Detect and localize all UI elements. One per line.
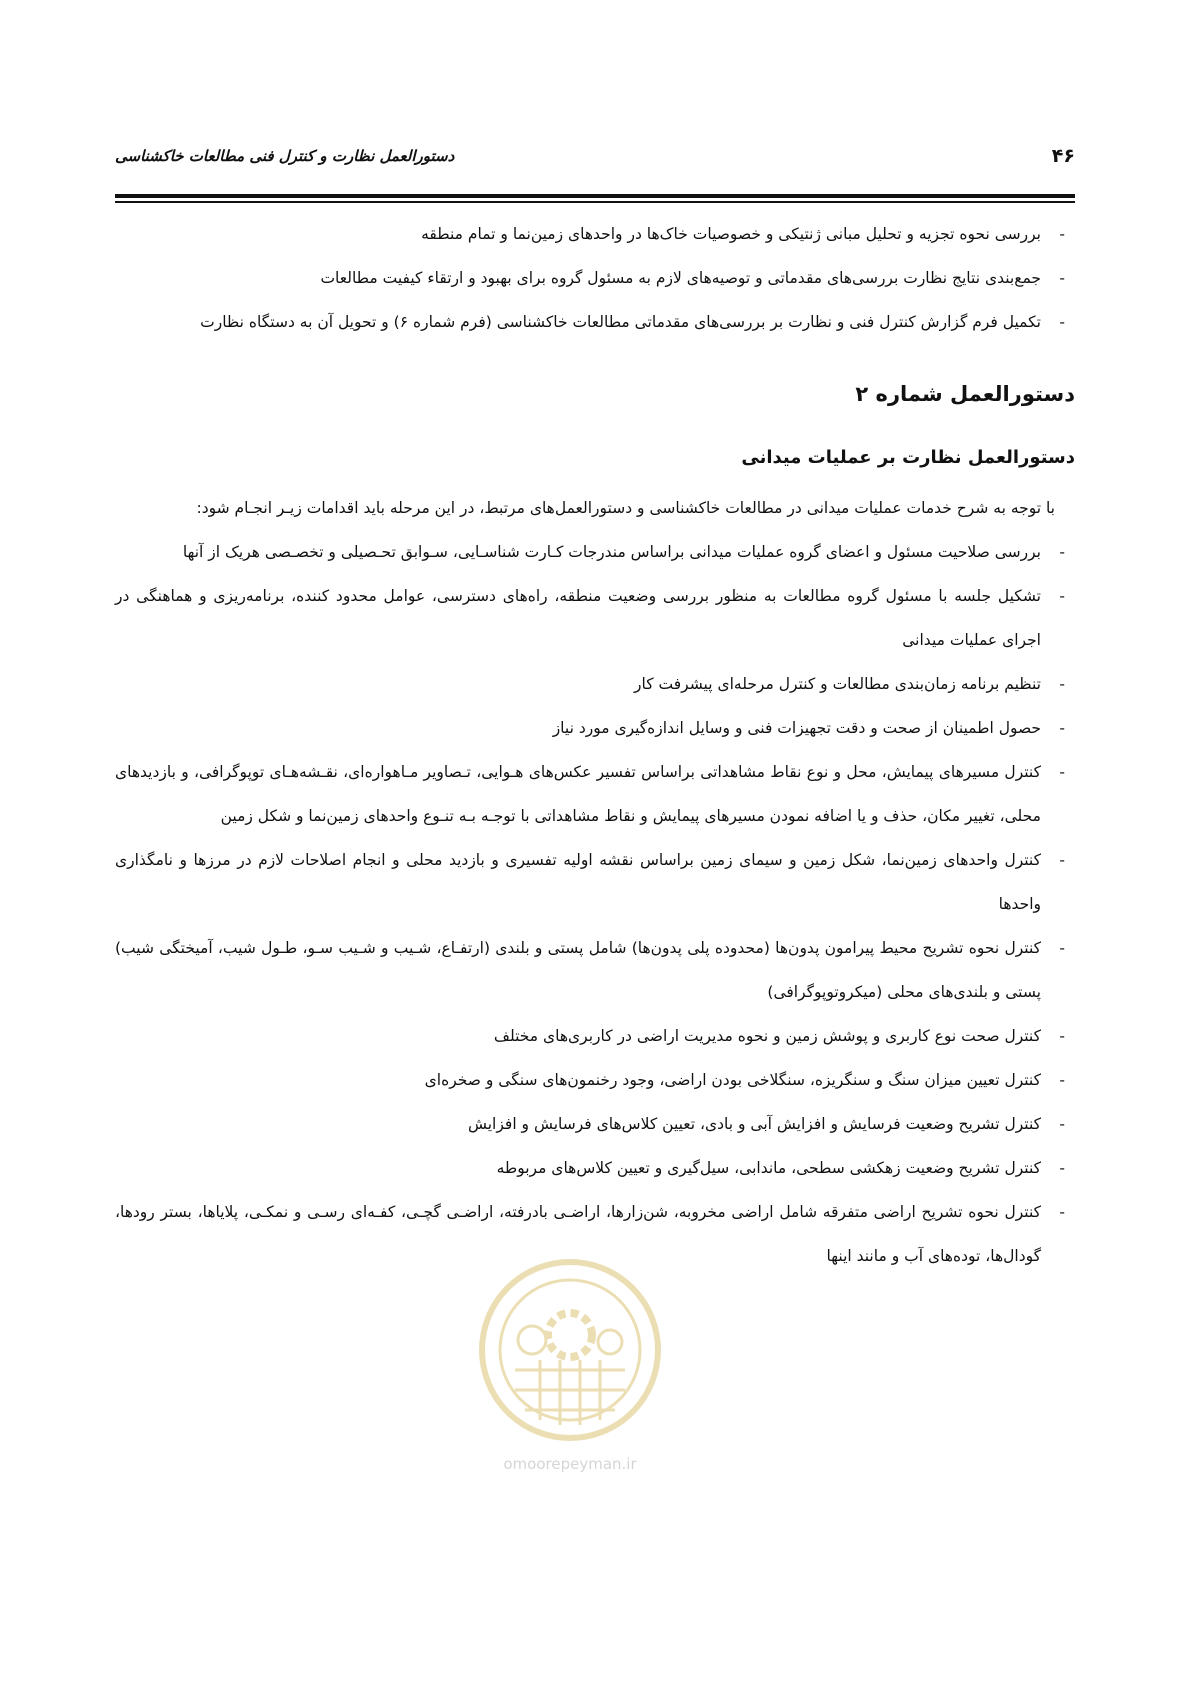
page-number: ۴۶ [1051,145,1075,167]
list-item: - کنترل صحت نوع کاربری و پوشش زمین و نحوه مدیریت اراضی در کاربری‌های مختلف [115,1014,1075,1058]
list-item: - تشکیل جلسه با مسئول گروه مطالعات به منظور بررسی وضعیت منطقه، راه‌های دسترسی، عوامل محدود کننده، برنامه‌ریزی و هماهنگی در اجرای عملیات میدانی [115,574,1075,662]
header-rule-thick [115,194,1075,198]
list-item: - کنترل تشریح وضعیت فرسایش و افزایش آبی و بادی، تعیین کلاس‌های فرسایش و افزایش [115,1102,1075,1146]
list-item: - بررسی صلاحیت مسئول و اعضای گروه عملیات میدانی براساس مندرجات کـارت شناسـایی، سـوابق تحـصیلی و تخصـصی هریک از آنها [115,530,1075,574]
list-item: - کنترل واحدهای زمین‌نما، شکل زمین و سیمای زمین براساس نقشه اولیه تفسیری و بازدید محلی و انجام اصلاحات لازم در مرزها و نامگذاری واحدها [115,838,1075,926]
field-ops-bullet-list [115,530,1075,1278]
list-item: - بررسی نحوه تجزیه و تحلیل مبانی ژنتیکی و خصوصیات خاک‌ها در واحدهای زمین‌نما و تمام منطقه [115,212,1075,256]
list-item: - تکمیل فرم گزارش کنترل فنی و نظارت بر بررسی‌های مقدماتی مطالعات خاکشناسی (فرم شماره ۶) و تحویل آن به دستگاه نظارت [115,300,1075,344]
list-item: - کنترل تعیین میزان سنگ و سنگریزه، سنگلاخی بودن اراضی، وجود رخنمون‌های سنگی و صخره‌ای [115,1058,1075,1102]
intro-paragraph: با توجه به شرح خدمات عملیات میدانی در مطالعات خاکشناسی و دستورالعمل‌های مرتبط، در این مرحله باید اقدامات زیـر انجـام شود: [196,499,1055,517]
list-item: - کنترل نحوه تشریح اراضی متفرقه شامل اراضی مخروبه، شن‌زارها، اراضـی بادرفته، اراضـی گچـی، کفـه‌ای رسـی و نمکـی، پلایاها، بستر رودها، گودال‌ها، توده‌های آب و مانند اینها [115,1190,1075,1278]
gear-seal-icon [470,1250,670,1450]
header-rule-thin [115,201,1075,203]
running-header [115,145,1075,181]
list-item: - جمع‌بندی نتایج نظارت بررسی‌های مقدماتی و توصیه‌های لازم به مسئول گروه برای بهبود و ارتقاء کیفیت مطالعات [115,256,1075,300]
watermark-url: omoorepeyman.ir [503,1455,637,1473]
running-title: دستورالعمل نظارت و کنترل فنی مطالعات خاکشناسی [115,147,455,165]
section-title: دستورالعمل شماره ۲ [855,382,1075,406]
list-item: - تنظیم برنامه زمان‌بندی مطالعات و کنترل مرحله‌ای پیشرفت کار [115,662,1075,706]
page-body [115,212,1075,1278]
subsection-title: دستورالعمل نظارت بر عملیات میدانی [741,447,1075,468]
top-bullet-list [115,212,1075,344]
list-item: - حصول اطمینان از صحت و دقت تجهیزات فنی و وسایل اندازه‌گیری مورد نیاز [115,706,1075,750]
list-item: - کنترل نحوه تشریح محیط پیرامون پدون‌ها (محدوده پلی پدون‌ها) شامل پستی و بلندی (ارتفـاع، شـیب و شـیب سـو، طـول شیب، آمیختگی شیب) پستی و بلندی‌های محلی (میکروتوپوگرافی) [115,926,1075,1014]
list-item: - کنترل مسیرهای پیمایش، محل و نوع نقاط مشاهداتی براساس تفسیر عکس‌های هـوایی، تـصاویر مـاهواره‌ای، نقـشه‌هـای توپوگرافی، و بازدیدهای محلی، تغییر مکان، حذف و یا اضافه نمودن مسیرهای پیمایش و نقاط مشاهداتی با توجـه بـه تنـوع واحدهای زمین‌نما و شکل زمین [115,750,1075,838]
watermark-logo [470,1250,670,1480]
list-item: - کنترل تشریح وضعیت زهکشی سطحی، ماندابی، سیل‌گیری و تعیین کلاس‌های مربوطه [115,1146,1075,1190]
